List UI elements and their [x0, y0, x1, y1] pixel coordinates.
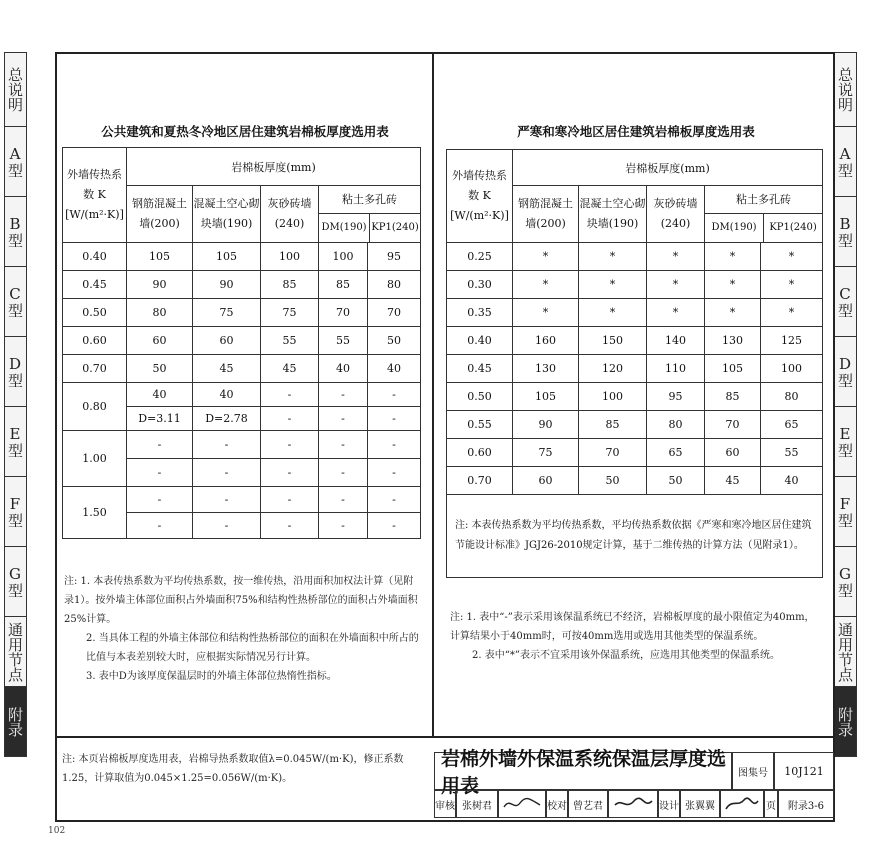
left-value-cell: 40 — [368, 355, 421, 383]
table-row — [447, 467, 823, 495]
left-value-cell: 60 — [193, 327, 261, 355]
right-note-2: 2. 表中“*”表示不宜采用该外保温系统，应选用其他类型的保温系统。 — [472, 650, 780, 661]
right-k-cell: 0.35 — [447, 299, 513, 327]
right-value-cell: * — [579, 243, 647, 271]
left-value-cell: 50 — [127, 355, 193, 383]
left-value-cell: 55 — [319, 327, 368, 355]
right-head-k: 外墙传热系数 K [W/(m²·K)] — [447, 150, 513, 243]
right-value-cell: 50 — [579, 467, 647, 495]
left-value-cell: - — [319, 513, 368, 539]
left-value-cell: 105 — [193, 243, 261, 271]
left-k-cell: 0.50 — [63, 299, 127, 327]
left-value-cell: 45 — [261, 355, 319, 383]
left-table-caption: 公共建筑和夏热冬冷地区居住建筑岩棉板厚度选用表 — [101, 124, 389, 139]
right-value-cell: 150 — [579, 327, 647, 355]
right-value-cell: 100 — [761, 355, 823, 383]
right-k-cell: 0.30 — [447, 271, 513, 299]
left-value-cell: - — [261, 431, 319, 459]
bottom-note: 注: 本页岩棉板厚度选用表，岩棉导热系数取值λ=0.045W/(m·K)，修正系数1.25，计算取值为0.045×1.25=0.056W/(m·K)。 — [62, 754, 404, 784]
side-tab[interactable]: C型 — [4, 267, 27, 337]
left-notes — [64, 572, 422, 686]
table-row — [447, 271, 823, 299]
table-row — [447, 327, 823, 355]
right-k-cell: 0.45 — [447, 355, 513, 383]
left-value-cell: 40 — [319, 355, 368, 383]
side-tab[interactable]: D型 — [4, 337, 27, 407]
table-row — [63, 299, 421, 327]
left-value-cell: - — [319, 459, 368, 487]
check-name: 曾艺君 — [568, 790, 608, 818]
center-divider — [432, 52, 434, 737]
left-k-cell: 1.00 — [63, 431, 127, 487]
side-tab[interactable]: G型 — [834, 547, 857, 617]
right-thickness-table — [446, 149, 823, 578]
side-tab[interactable]: A型 — [834, 127, 857, 197]
right-value-cell: * — [513, 243, 579, 271]
atlas-number: 10J121 — [774, 752, 834, 790]
right-value-cell: 70 — [705, 411, 761, 439]
right-col-group: 粘土多孔砖 — [705, 186, 822, 214]
left-col-group: 粘土多孔砖 — [319, 186, 420, 214]
right-value-cell: 160 — [513, 327, 579, 355]
right-value-cell: 65 — [647, 439, 705, 467]
right-value-cell: 100 — [579, 383, 647, 411]
left-subcol-dm: DM(190) — [319, 214, 370, 242]
right-k-cell: 0.55 — [447, 411, 513, 439]
left-value-cell: 95 — [368, 243, 421, 271]
left-subcol-kp1: KP1(240) — [371, 222, 419, 233]
side-tab[interactable]: D型 — [834, 337, 857, 407]
table-row — [447, 411, 823, 439]
table-row — [63, 327, 421, 355]
right-k-cell: 0.25 — [447, 243, 513, 271]
left-value-cell: 75 — [193, 299, 261, 327]
right-col-sandbrick: 灰砂砖墙(240) — [647, 186, 705, 243]
left-value-cell: 40 — [127, 383, 193, 407]
side-tab[interactable]: C型 — [834, 267, 857, 337]
left-value-cell: - — [193, 459, 261, 487]
left-value-cell: - — [127, 513, 193, 539]
right-value-cell: 95 — [647, 383, 705, 411]
left-value-cell: - — [319, 487, 368, 513]
right-notes — [450, 608, 824, 665]
side-tab[interactable]: B型 — [834, 197, 857, 267]
right-note-1: 注: 1. 表中“-”表示采用该保温系统已不经济，岩棉板厚度的最小限值定为40mm，计算结果小于40mm时，可按40mm选用或选用其他类型的保温系统。 — [450, 612, 815, 642]
left-note-1: 注: 1. 本表传热系数为平均传热系数，按一维传热，沿用面积加权法计算（见附录1）。按外墙主体部位面积占外墙面积75%和结构性热桥部位的面积占外墙面积25%计算。 — [64, 576, 418, 625]
right-value-cell: * — [647, 271, 705, 299]
left-value-cell: 55 — [261, 327, 319, 355]
left-value-cell: 80 — [127, 299, 193, 327]
side-tab[interactable]: G型 — [4, 547, 27, 617]
left-value-cell: - — [368, 407, 421, 431]
right-value-cell: 130 — [513, 355, 579, 383]
right-value-cell: 60 — [705, 439, 761, 467]
right-value-cell: * — [705, 299, 761, 327]
page-number: 102 — [48, 826, 66, 836]
side-tabs-left — [4, 52, 44, 757]
review-label: 审核 — [434, 790, 456, 818]
left-k-cell: 0.45 — [63, 271, 127, 299]
design-label: 设计 — [658, 790, 680, 818]
right-value-cell: * — [705, 271, 761, 299]
left-value-cell: - — [127, 487, 193, 513]
table-row — [447, 383, 823, 411]
left-k-cell: 0.70 — [63, 355, 127, 383]
right-subcol-dm: DM(190) — [705, 214, 764, 242]
right-value-cell: * — [579, 271, 647, 299]
left-value-cell: 75 — [261, 299, 319, 327]
table-row — [447, 439, 823, 467]
side-tab[interactable]: 附录 — [4, 687, 27, 757]
left-value-cell: 45 — [193, 355, 261, 383]
left-value-cell: - — [368, 487, 421, 513]
title-block — [434, 748, 834, 822]
right-value-cell: 60 — [513, 467, 579, 495]
left-k-cell: 0.80 — [63, 383, 127, 431]
table-row — [63, 243, 421, 271]
right-value-cell: 50 — [647, 467, 705, 495]
right-table-note: 注: 本表传热系数为平均传热系数，平均传热系数依据《严寒和寒冷地区居住建筑节能设计标准》JGJ26-2010规定计算，基于二维传热的计算方法（见附录1）。 — [447, 495, 823, 578]
side-tab[interactable]: 总说明 — [834, 52, 857, 127]
right-value-cell: * — [513, 299, 579, 327]
left-value-cell: 105 — [127, 243, 193, 271]
left-head-thickness: 岩棉板厚度(mm) — [127, 148, 421, 186]
left-value-cell: 60 — [127, 327, 193, 355]
left-col-sandbrick: 灰砂砖墙(240) — [261, 186, 319, 243]
bottom-divider — [55, 736, 835, 738]
left-d-value-cell: D=2.78 — [193, 407, 261, 431]
left-value-cell: - — [193, 431, 261, 459]
right-value-cell: * — [579, 299, 647, 327]
left-value-cell: - — [261, 459, 319, 487]
left-value-cell: - — [319, 431, 368, 459]
left-value-cell: - — [193, 513, 261, 539]
right-value-cell: 40 — [761, 467, 823, 495]
side-tabs-right — [834, 52, 870, 757]
left-value-cell: 40 — [193, 383, 261, 407]
left-value-cell: - — [193, 487, 261, 513]
right-value-cell: 70 — [579, 439, 647, 467]
left-value-cell: - — [368, 513, 421, 539]
right-head-thickness: 岩棉板厚度(mm) — [513, 150, 823, 186]
left-value-cell: - — [261, 383, 319, 407]
side-tab[interactable]: 附录 — [834, 687, 857, 757]
left-value-cell: 100 — [319, 243, 368, 271]
right-value-cell: 110 — [647, 355, 705, 383]
right-value-cell: 75 — [513, 439, 579, 467]
right-value-cell: * — [647, 243, 705, 271]
check-signature — [608, 790, 658, 818]
right-k-cell: 0.60 — [447, 439, 513, 467]
left-value-cell: - — [368, 431, 421, 459]
left-value-cell: - — [368, 383, 421, 407]
signature-icon — [724, 795, 760, 813]
signature-icon — [612, 795, 654, 813]
right-value-cell: * — [761, 243, 823, 271]
left-note-2: 2. 当具体工程的外墙主体部位和结构性热桥部位的面积在外墙面积中所占的比值与本表差别较大时，应根据实际情况另行计算。 — [86, 633, 419, 663]
side-tab[interactable]: E型 — [834, 407, 857, 477]
left-value-cell: - — [127, 431, 193, 459]
page-value: 附录3-6 — [778, 790, 834, 818]
side-tab[interactable]: B型 — [4, 197, 27, 267]
page-label: 页 — [764, 790, 778, 818]
right-value-cell: 80 — [647, 411, 705, 439]
left-value-cell: - — [368, 459, 421, 487]
left-value-cell: - — [261, 487, 319, 513]
right-col-block: 混凝土空心砌块墙(190) — [579, 186, 647, 243]
right-value-cell: * — [761, 299, 823, 327]
review-name: 张树君 — [456, 790, 498, 818]
side-tab[interactable]: 通用节点 — [834, 617, 857, 687]
left-head-k: 外墙传热系数 K [W/(m²·K)] — [63, 148, 127, 243]
left-value-cell: 50 — [368, 327, 421, 355]
left-k-cell: 0.60 — [63, 327, 127, 355]
left-value-cell: 85 — [319, 271, 368, 299]
signature-icon — [502, 795, 542, 813]
left-value-cell: 70 — [319, 299, 368, 327]
table-row — [63, 355, 421, 383]
left-value-cell: 90 — [193, 271, 261, 299]
left-value-cell: - — [319, 407, 368, 431]
left-value-cell: - — [127, 459, 193, 487]
side-tab[interactable]: 通用节点 — [4, 617, 27, 687]
left-value-cell: - — [319, 383, 368, 407]
table-row — [447, 355, 823, 383]
right-value-cell: 85 — [579, 411, 647, 439]
left-value-cell: 80 — [368, 271, 421, 299]
right-value-cell: 105 — [705, 355, 761, 383]
left-value-cell: - — [261, 407, 319, 431]
right-value-cell: * — [513, 271, 579, 299]
right-value-cell: * — [647, 299, 705, 327]
table-row — [447, 243, 823, 271]
right-k-cell: 0.70 — [447, 467, 513, 495]
left-d-value-cell: D=3.11 — [127, 407, 193, 431]
right-subcol-kp1: KP1(240) — [769, 222, 817, 233]
right-value-cell: * — [705, 243, 761, 271]
right-value-cell: 130 — [705, 327, 761, 355]
left-thickness-table — [62, 147, 421, 539]
side-tab[interactable]: F型 — [834, 477, 857, 547]
right-value-cell: 90 — [513, 411, 579, 439]
right-value-cell: 45 — [705, 467, 761, 495]
left-col-block: 混凝土空心砌块墙(190) — [193, 186, 261, 243]
right-k-cell: 0.50 — [447, 383, 513, 411]
side-tab[interactable]: 总说明 — [4, 52, 27, 127]
right-value-cell: 80 — [761, 383, 823, 411]
side-tab[interactable]: F型 — [4, 477, 27, 547]
right-col-concrete: 钢筋混凝土墙(200) — [513, 186, 579, 243]
left-value-cell: - — [261, 513, 319, 539]
check-label: 校对 — [546, 790, 568, 818]
right-table-caption: 严寒和寒冷地区居住建筑岩棉板厚度选用表 — [517, 124, 755, 139]
right-k-cell: 0.40 — [447, 327, 513, 355]
table-row — [447, 299, 823, 327]
left-value-cell: 100 — [261, 243, 319, 271]
right-value-cell: 125 — [761, 327, 823, 355]
left-k-cell: 1.50 — [63, 487, 127, 539]
right-value-cell: 55 — [761, 439, 823, 467]
right-value-cell: 85 — [705, 383, 761, 411]
left-value-cell: 70 — [368, 299, 421, 327]
right-value-cell: 140 — [647, 327, 705, 355]
design-name: 张翼翼 — [680, 790, 720, 818]
review-signature — [498, 790, 546, 818]
side-tab[interactable]: E型 — [4, 407, 27, 477]
design-signature — [720, 790, 764, 818]
left-k-cell: 0.40 — [63, 243, 127, 271]
right-value-cell: 65 — [761, 411, 823, 439]
right-value-cell: 120 — [579, 355, 647, 383]
side-tab[interactable]: A型 — [4, 127, 27, 197]
left-value-cell: 90 — [127, 271, 193, 299]
left-value-cell: 85 — [261, 271, 319, 299]
atlas-label: 图集号 — [732, 752, 774, 790]
title-block-title: 岩棉外墙外保温系统保温层厚度选用表 — [434, 752, 732, 790]
right-value-cell: 105 — [513, 383, 579, 411]
right-value-cell: * — [761, 271, 823, 299]
left-note-3: 3. 表中D为该厚度保温层时的外墙主体部位热惰性指标。 — [86, 671, 337, 682]
left-col-concrete: 钢筋混凝土墙(200) — [127, 186, 193, 243]
table-row — [63, 271, 421, 299]
